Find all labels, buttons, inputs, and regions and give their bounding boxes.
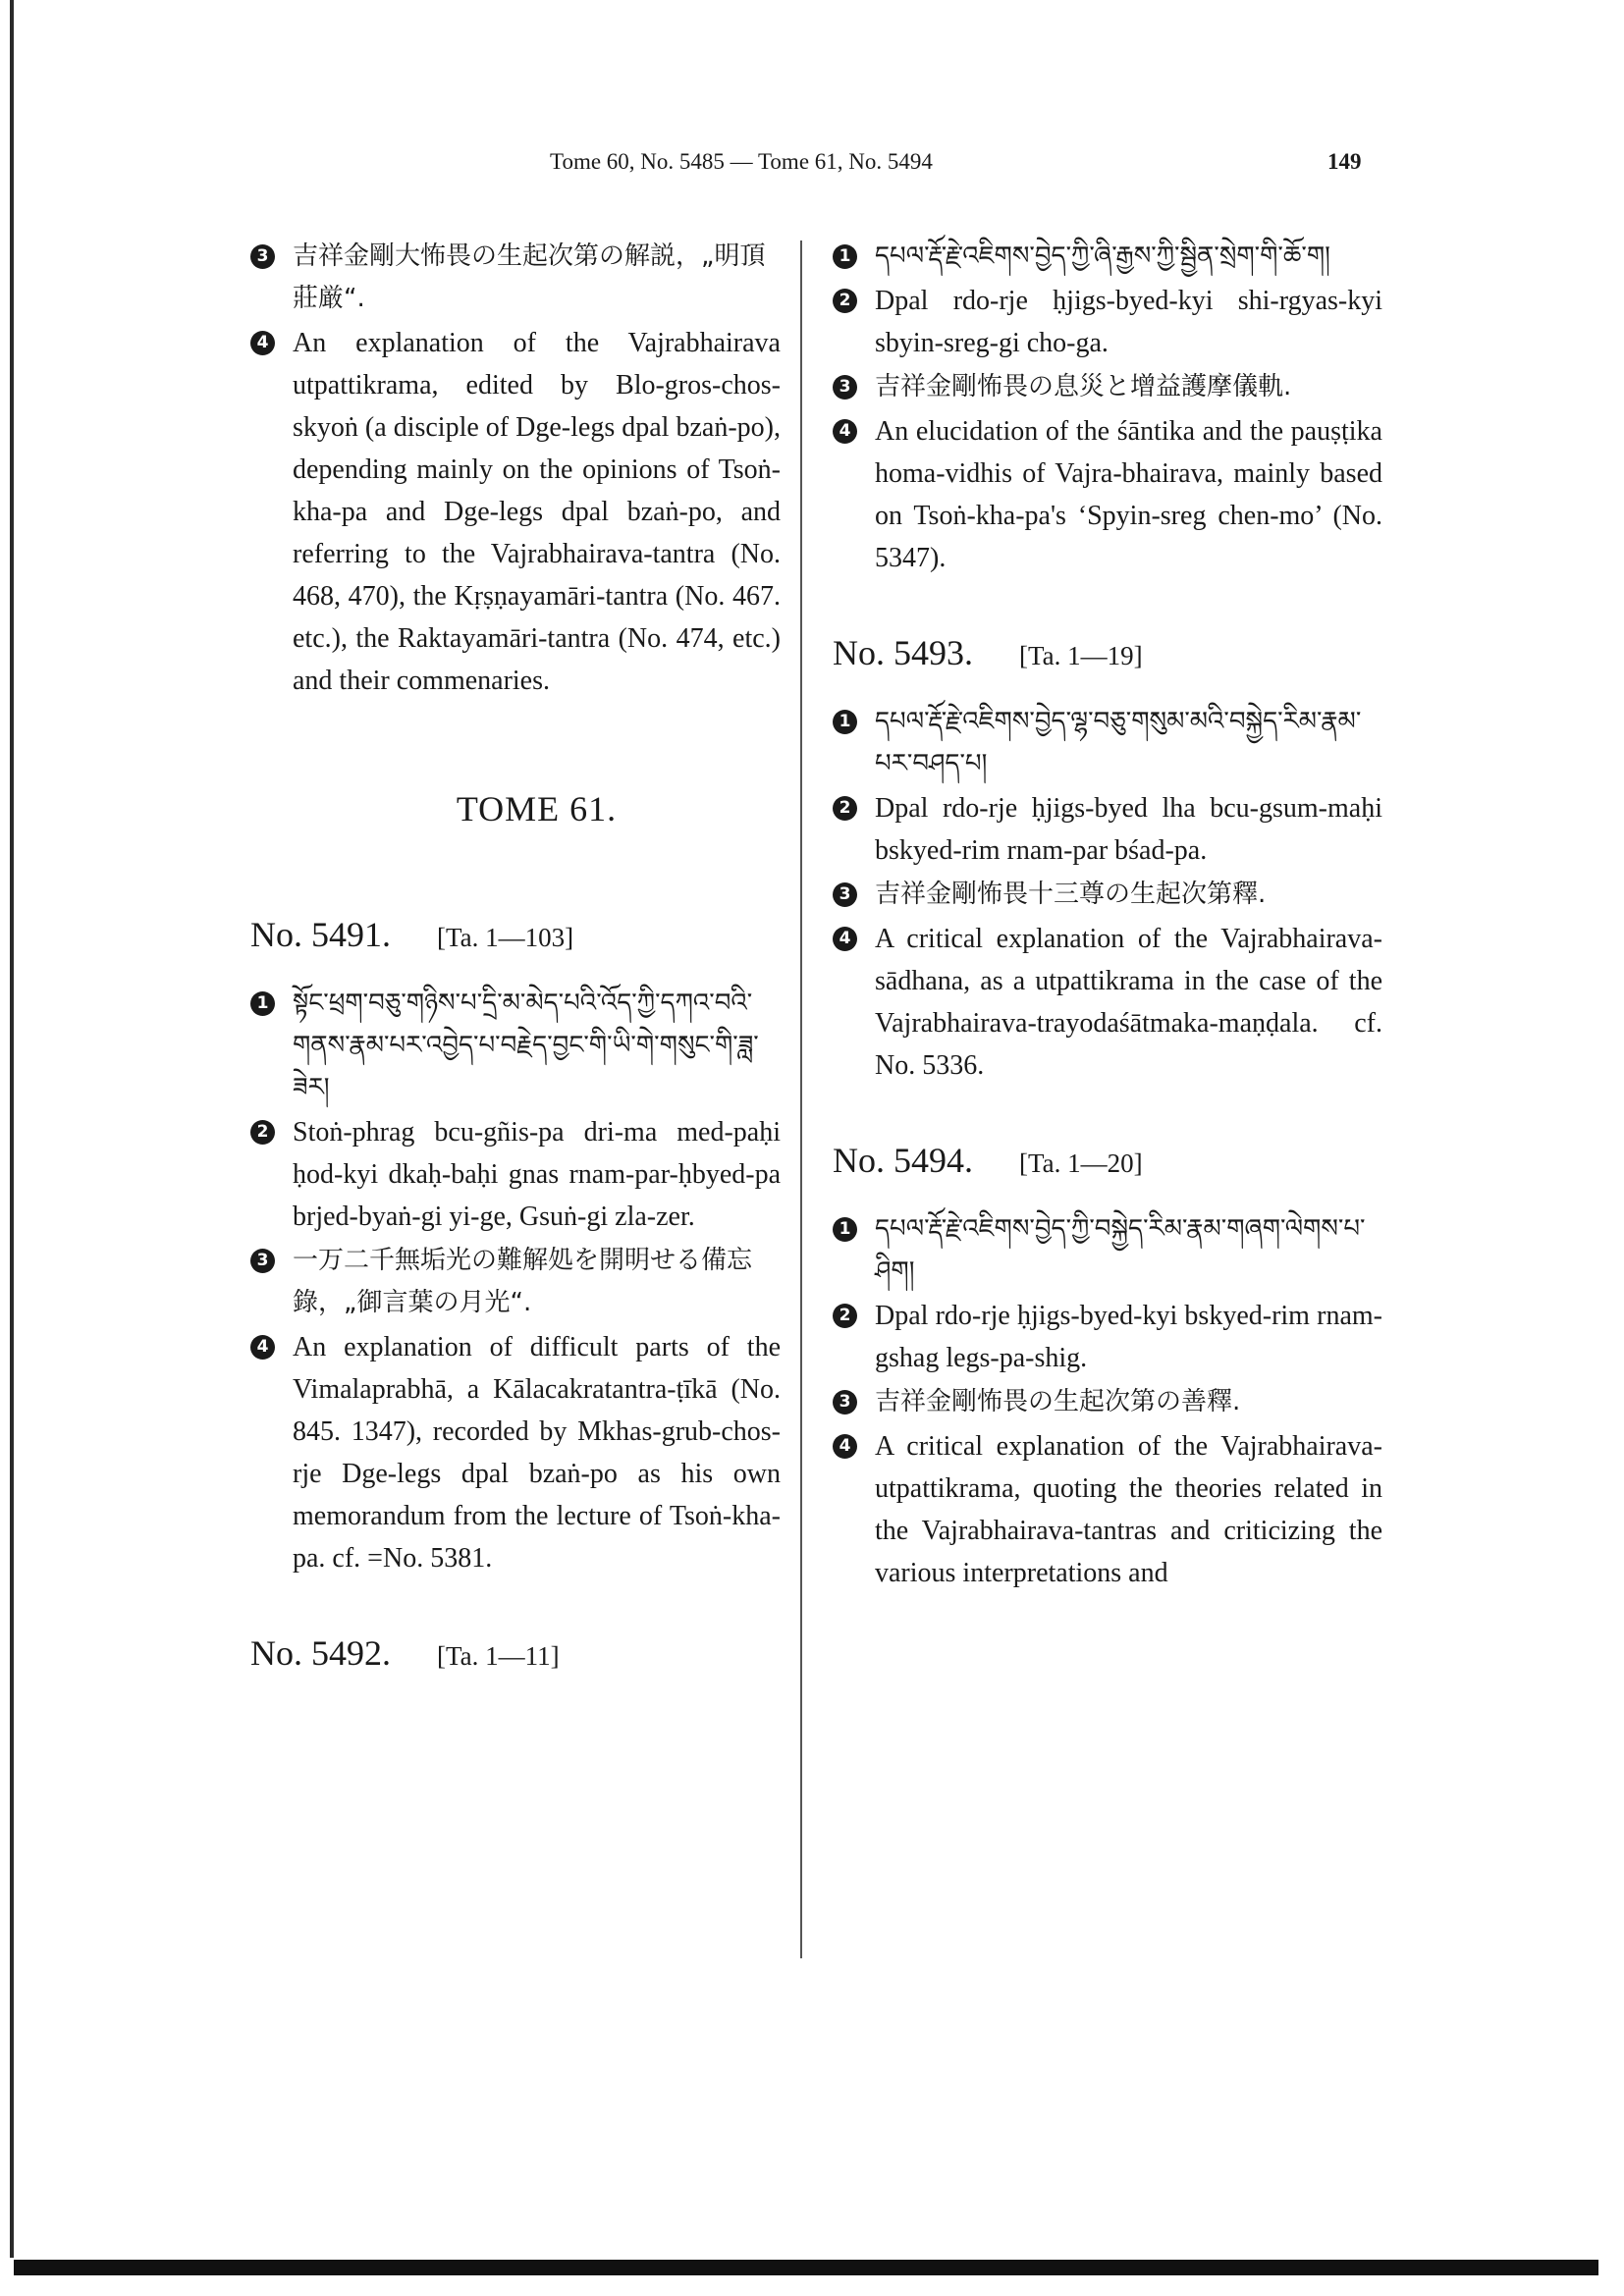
entry-number: No. 5492. — [250, 1633, 391, 1673]
entry-5494-en: A critical explanation of the Vajrabhairava-utpattikrama, quoting the theories related in the Vajrabhairava-tantras and criticizing the various interpretations and — [875, 1431, 1382, 1588]
entry-description — [833, 410, 1382, 579]
entry-5492-translit: Dpal rdo-rje ḥjigs-byed-kyi shi-rgyas-kyi sbyin-sreg-gi cho-ga. — [875, 286, 1382, 358]
left-column — [250, 236, 781, 1674]
left-margin-rule — [10, 0, 14, 2258]
entry-transliteration — [833, 280, 1382, 364]
entry-tibetan-title — [833, 236, 1382, 278]
marker-4: 4 — [250, 331, 275, 355]
entry-japanese-title — [833, 874, 1382, 916]
entry-japanese-title — [250, 236, 781, 320]
marker-1: 1 — [250, 991, 275, 1016]
entry-japanese-title — [833, 366, 1382, 408]
marker-1: 1 — [833, 244, 857, 269]
marker-3: 3 — [250, 244, 275, 269]
page-header — [0, 149, 1624, 188]
marker-1: 1 — [833, 1217, 857, 1242]
entry-5494-jp: 吉祥金剛怖畏の生起次第の善釋. — [875, 1387, 1241, 1416]
entry-description — [250, 322, 781, 702]
entry-reference: [Ta. 1—19] — [1019, 641, 1143, 670]
entry-5491-translit: Stoṅ-phrag bcu-gñis-pa dri-ma med-paḥi ḥod-kyi dkaḥ-baḥi gnas rnam-par-ḥbyed-pa brjed-byaṅ-gi yi-ge, Gsuṅ-gi zla-zer. — [293, 1117, 781, 1232]
entry-5494-translit: Dpal rdo-rje ḥjigs-byed-kyi bskyed-rim rnam-gshag legs-pa-shig. — [875, 1301, 1382, 1373]
entry-reference: [Ta. 1—20] — [1019, 1148, 1143, 1178]
marker-2: 2 — [833, 796, 857, 821]
entry-heading-5493 — [833, 632, 1382, 673]
entry-heading-5494 — [833, 1140, 1382, 1181]
marker-3: 3 — [250, 1249, 275, 1273]
entry-japanese-title — [833, 1381, 1382, 1423]
marker-2: 2 — [833, 289, 857, 313]
running-head: Tome 60, No. 5485 — Tome 61, No. 5494 — [550, 149, 933, 174]
entry-5491-en: An explanation of difficult parts of the Vimalaprabhā, a Kālacakratantra-ṭīkā (No. 845. 1347), recorded by Mkhas-grub-chos-rje Dge-legs dpal bzaṅ-po as his own memorandum from the lecture of Tsoṅ-kha-pa. cf. =No. 5381. — [293, 1332, 781, 1574]
entry-description — [833, 918, 1382, 1087]
entry-5493-jp: 吉祥金剛怖畏十三尊の生起次第釋. — [875, 880, 1267, 909]
marker-4: 4 — [833, 419, 857, 444]
entry-number: No. 5491. — [250, 915, 391, 954]
entry-reference: [Ta. 1—11] — [437, 1641, 560, 1671]
column-divider — [800, 240, 802, 1958]
entry-transliteration — [833, 787, 1382, 872]
entry-reference: [Ta. 1—103] — [437, 923, 574, 952]
entry-tibetan-title — [250, 983, 781, 1109]
entry-5490-en: An explanation of the Vajrabhairava utpattikrama, edited by Blo-gros-chos-skyoṅ (a disciple of Dge-legs dpal bzaṅ-po), depending mainly on the opinions of Tsoṅ-kha-pa and Dge-legs dpal bzaṅ-po, and referring to the Vajrabhairava-tantra (No. 468, 470), the Kṛṣṇayamāri-tantra (No. 467. etc.), the Raktayamāri-tantra (No. 474, etc.) and their commenaries. — [293, 328, 781, 696]
marker-4: 4 — [833, 1434, 857, 1459]
entry-5493-en: A critical explanation of the Vajrabhairava-sādhana, as a utpattikrama in the case of the Vajrabhairava-trayodaśātmaka-maṇḍala. cf. No. 5336. — [875, 924, 1382, 1081]
tome-heading: TOME 61. — [456, 789, 618, 828]
entry-5491-jp: 一万二千無垢光の難解処を開明せる備忘錄，„御言葉の月光“. — [293, 1246, 753, 1317]
entry-5493-tibetan: དཔལ་རྡོ་རྗེ་འཇིགས་བྱེད་ལྷ་བཅུ་གསུམ་མའི་བསྐྱེད་རིམ་རྣམ་པར་བཤད་པ། — [875, 707, 1362, 778]
marker-1: 1 — [833, 710, 857, 734]
entry-5492-tibetan: དཔལ་རྡོ་རྗེ་འཇིགས་བྱེད་ཀྱི་ཞི་རྒྱས་ཀྱི་སྦྱིན་སྲེག་གི་ཆོ་ག། — [875, 241, 1330, 271]
marker-4: 4 — [833, 927, 857, 951]
entry-heading-5492 — [250, 1632, 781, 1674]
marker-4: 4 — [250, 1335, 275, 1360]
entry-number: No. 5493. — [833, 633, 973, 672]
entry-5492-jp: 吉祥金剛怖畏の息災と增益護摩儀軌. — [875, 372, 1292, 401]
entry-japanese-title — [250, 1240, 781, 1324]
entry-number: No. 5494. — [833, 1141, 973, 1180]
bottom-rule — [14, 2260, 1598, 2275]
marker-2: 2 — [833, 1304, 857, 1328]
entry-description — [833, 1425, 1382, 1594]
entry-5490-jp: 吉祥金剛大怖畏の生起次第の解説，„明頂莊厳“. — [293, 241, 766, 313]
marker-3: 3 — [833, 882, 857, 907]
right-column — [833, 236, 1382, 1596]
entry-5492-en: An elucidation of the śāntika and the pauṣṭika homa-vidhis of Vajra-bhairava, mainly based on Tsoṅ-kha-pa's ‘Spyin-sreg chen-mo’ (No. 5347). — [875, 416, 1382, 573]
entry-tibetan-title — [833, 1208, 1382, 1293]
entry-transliteration — [833, 1295, 1382, 1379]
entry-description — [250, 1326, 781, 1579]
entry-tibetan-title — [833, 701, 1382, 785]
entry-5494-tibetan: དཔལ་རྡོ་རྗེ་འཇིགས་བྱེད་ཀྱི་བསྐྱེད་རིམ་རྣམ་གཞག་ལེགས་པ་ཤིག། — [875, 1214, 1366, 1286]
marker-2: 2 — [250, 1120, 275, 1145]
marker-3: 3 — [833, 1390, 857, 1415]
entry-5493-translit: Dpal rdo-rje ḥjigs-byed lha bcu-gsum-maḥi bskyed-rim rnam-par bśad-pa. — [875, 793, 1382, 866]
entry-5491-tibetan: སྟོང་ཕྲག་བཅུ་གཉིས་པ་དྲི་མ་མེད་པའི་འོད་ཀྱི་དཀའ་བའི་གནས་རྣམ་པར་འབྱེད་པ་བརྗེད་བྱང་གི་ཡི་གེ་གསུང་གི་ཟླ་ཟེར། — [293, 988, 759, 1102]
entry-heading-5491 — [250, 914, 781, 955]
entry-transliteration — [250, 1111, 781, 1238]
page-number: 149 — [1327, 149, 1362, 174]
marker-3: 3 — [833, 375, 857, 400]
